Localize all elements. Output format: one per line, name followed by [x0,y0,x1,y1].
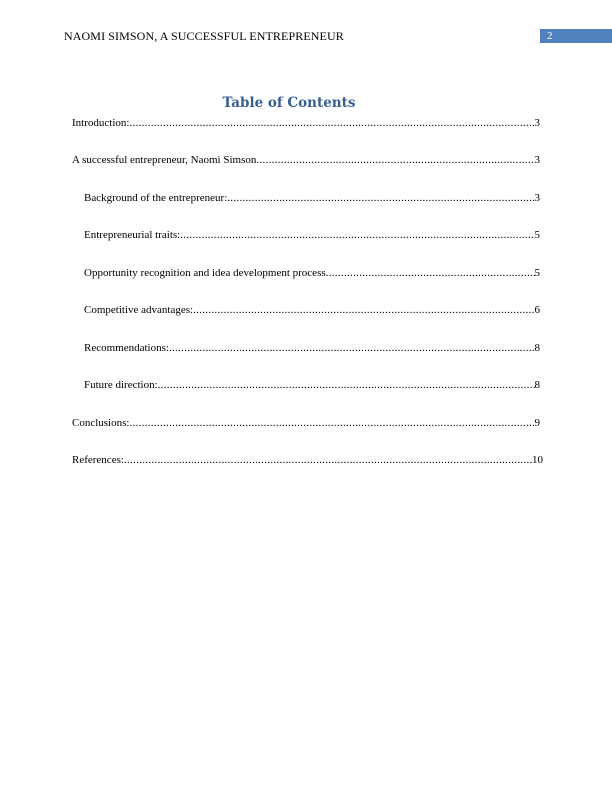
toc-dot-leader [129,416,534,430]
toc-entry-label: Introduction: [72,117,130,129]
toc-entry-page: 8 [534,342,540,354]
toc-dot-leader [256,153,534,167]
toc-entry-competitive-advantages[interactable] [84,303,540,317]
toc-entry-references[interactable] [72,453,543,467]
toc-entry-label: Recommendations: [84,342,169,354]
toc-entry-page: 3 [534,192,540,204]
toc-dot-leader [180,228,534,242]
toc-entry-future-direction[interactable] [84,378,540,392]
toc-entry-conclusions[interactable] [72,416,540,430]
toc-entry-page: 3 [534,117,540,129]
toc-entry-entrepreneurial-traits[interactable] [84,228,540,242]
toc-dot-leader [169,341,535,355]
toc-dot-leader [227,191,534,205]
toc-dot-leader [158,378,535,392]
toc-entry-label: Future direction: [84,379,158,391]
toc-entry-page: 8 [534,379,540,391]
toc-entry-page: 10 [532,454,543,466]
toc-heading: Table of Contents [222,95,356,111]
toc-entry-page: 9 [534,417,540,429]
page-number-badge: 2 [540,29,612,43]
toc-entry-page: 3 [534,154,540,166]
toc-entry-label: Competitive advantages: [84,304,194,316]
toc-entry-recommendations[interactable] [84,341,540,355]
toc-entry-background[interactable] [84,191,540,205]
toc-entry-page: 6 [534,304,540,316]
toc-entry-page: 5 [534,267,540,279]
toc-entry-label: References: [72,454,124,466]
toc-entry-opportunity-recognition[interactable] [84,266,540,280]
toc-entry-successful-entrepreneur[interactable] [72,153,540,167]
toc-entry-label: A successful entrepreneur, Naomi Simson [72,154,257,166]
toc-dot-leader [326,266,535,280]
toc-dot-leader [129,116,534,130]
toc-entry-label: Entrepreneurial traits: [84,229,181,241]
toc-entry-page: 5 [534,229,540,241]
running-header-title: NAOMI SIMSON, A SUCCESSFUL ENTREPRENEUR [64,29,344,43]
toc-entry-label: Background of the entrepreneur: [84,192,228,204]
toc-dot-leader [124,453,532,467]
toc-entry-label: Conclusions: [72,417,130,429]
toc-entry-introduction[interactable] [72,116,540,130]
toc-entry-label: Opportunity recognition and idea development process [84,267,326,279]
toc-dot-leader [193,303,534,317]
